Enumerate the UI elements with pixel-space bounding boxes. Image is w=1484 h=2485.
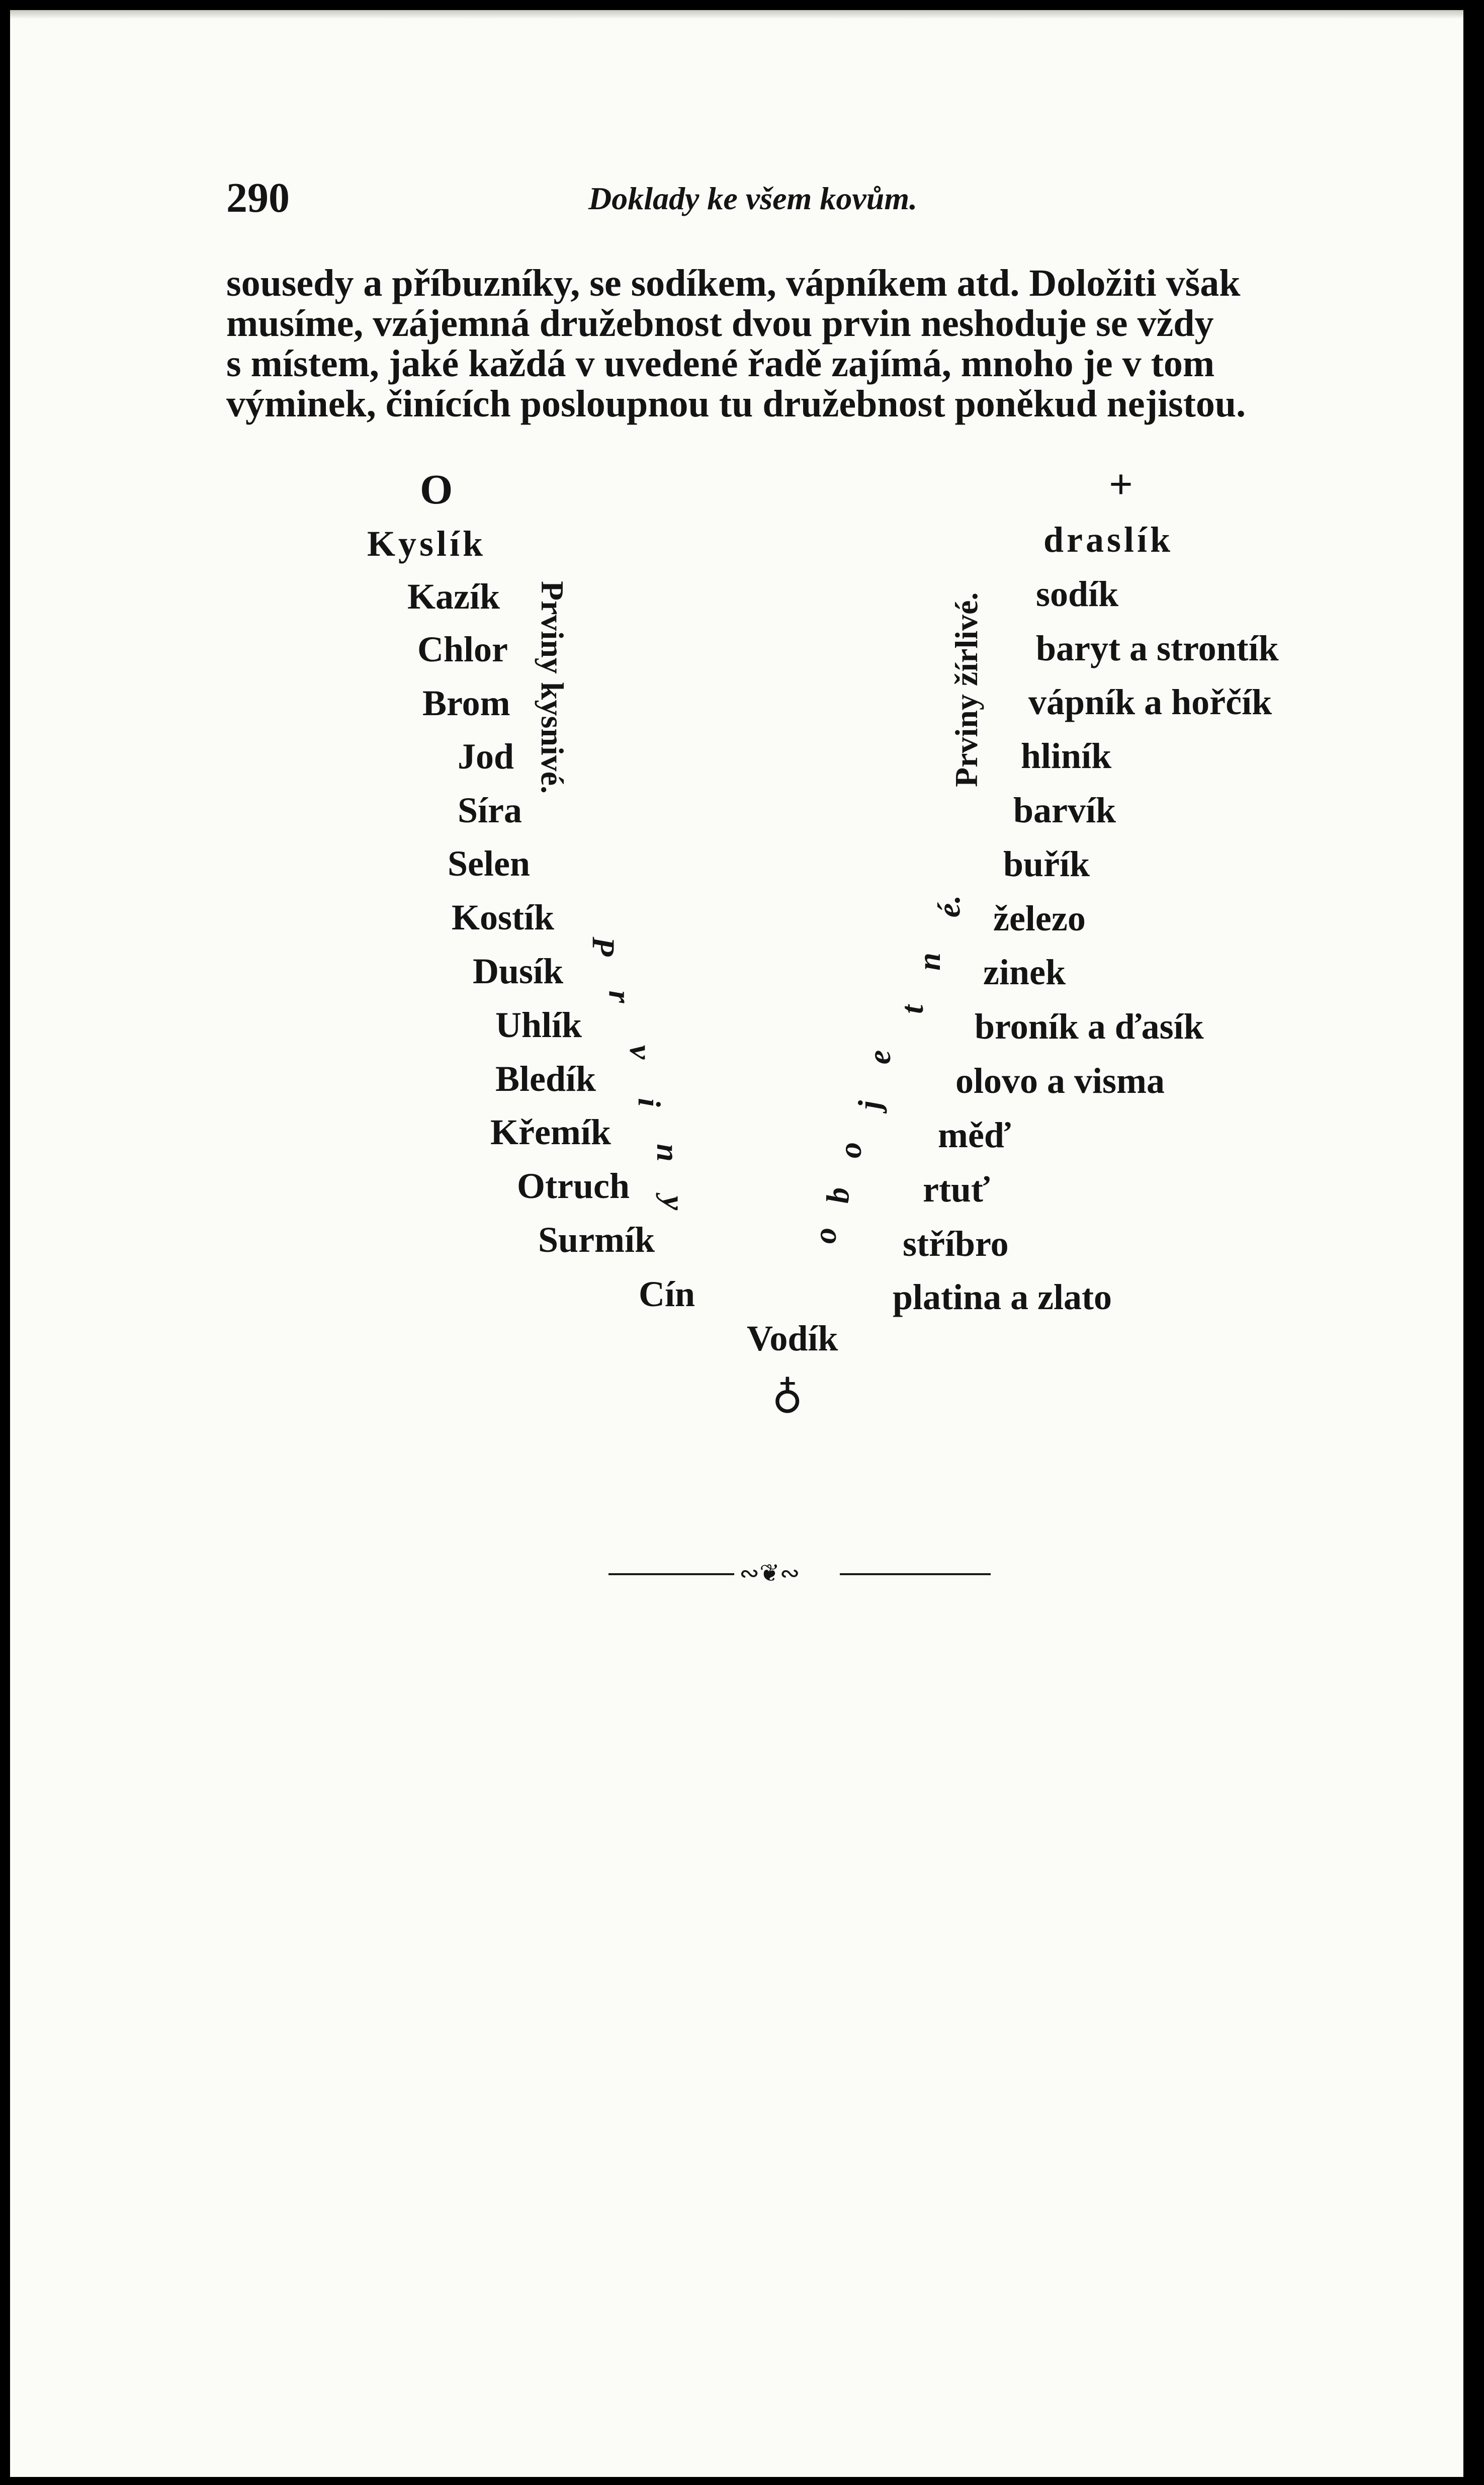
left-element: Surmík xyxy=(538,1220,655,1260)
right-element: stříbro xyxy=(903,1224,1009,1264)
left-element: Uhlík xyxy=(495,1005,582,1045)
left-element: Křemík xyxy=(490,1112,611,1152)
diagonal-letter: v xyxy=(623,1045,659,1060)
page-number: 290 xyxy=(226,175,290,221)
right-element: draslík xyxy=(1043,520,1174,560)
left-element: Síra xyxy=(458,790,522,830)
left-element: Selen xyxy=(448,843,531,884)
right-element: měď xyxy=(938,1115,1011,1155)
bottom-pole-symbol: ♁ xyxy=(772,1370,803,1417)
diagonal-letter: P xyxy=(585,936,622,957)
left-element: Kazík xyxy=(407,576,500,617)
left-element: Bledík xyxy=(495,1059,596,1099)
right-element: broník a ďasík xyxy=(975,1006,1204,1047)
diagonal-letter: j xyxy=(851,1100,887,1109)
running-head: Doklady ke všem kovům. xyxy=(588,181,918,216)
body-text-line: musíme, vzájemná družebnost dvou prvin neshoduje se vždy xyxy=(226,302,1214,345)
left-element: Kyslík xyxy=(367,524,486,564)
right-element: barvík xyxy=(1013,790,1116,830)
diagonal-letter: r xyxy=(602,990,638,1003)
right-element: sodík xyxy=(1036,574,1119,614)
left-element: Cín xyxy=(639,1274,695,1314)
ornament-rule-left xyxy=(608,1573,734,1575)
scan-edge xyxy=(10,10,1463,19)
right-element: rtuť xyxy=(923,1169,990,1210)
right-element: zinek xyxy=(983,952,1066,992)
diagonal-letter: b xyxy=(820,1187,855,1204)
positive-pole-symbol: + xyxy=(1109,461,1133,508)
left-group-label: Prviny kysnivé. xyxy=(535,581,570,794)
diagonal-letter: n xyxy=(650,1144,686,1162)
right-element: baryt a strontík xyxy=(1036,628,1279,668)
right-element: buřík xyxy=(1003,844,1090,884)
body-text-line: s místem, jaké každá v uvedené řadě zajímá, mnoho je v tom xyxy=(226,342,1215,385)
book-page xyxy=(10,10,1463,2477)
diagonal-letter: i xyxy=(631,1098,667,1107)
diagonal-letter: e xyxy=(861,1050,898,1065)
left-element: Kostík xyxy=(452,897,555,937)
right-element: hliník xyxy=(1021,736,1112,776)
right-element: železo xyxy=(993,898,1086,938)
body-text-line: výminek, činících posloupnou tu družebnost poněkud nejistou. xyxy=(226,383,1246,425)
diagonal-letter: y xyxy=(656,1195,692,1211)
left-element: Otruch xyxy=(517,1166,630,1206)
diagonal-letter: o xyxy=(807,1228,843,1244)
right-element: vápník a hořčík xyxy=(1028,682,1272,722)
right-element: olovo a visma xyxy=(955,1061,1165,1101)
negative-pole-symbol: O xyxy=(420,466,453,513)
bottom-element: Vodík xyxy=(747,1318,838,1358)
ornament-glyphs: ∾❦∾ xyxy=(739,1560,800,1587)
diagonal-letter: o xyxy=(832,1142,868,1158)
left-element: Jod xyxy=(458,736,514,777)
diagonal-letter: é. xyxy=(931,895,967,918)
right-element: platina a zlato xyxy=(893,1277,1112,1317)
body-text-line: sousedy a příbuzníky, se sodíkem, vápníkem atd. Doložiti však xyxy=(226,262,1241,304)
left-element: Chlor xyxy=(417,629,508,669)
diagonal-letter: n xyxy=(911,953,947,971)
left-element: Brom xyxy=(422,683,510,723)
ornament-rule-right xyxy=(840,1573,991,1575)
left-element: Dusík xyxy=(473,951,564,991)
right-group-label: Prviny žírlivé. xyxy=(948,592,984,787)
diagonal-letter: t xyxy=(894,1005,930,1014)
